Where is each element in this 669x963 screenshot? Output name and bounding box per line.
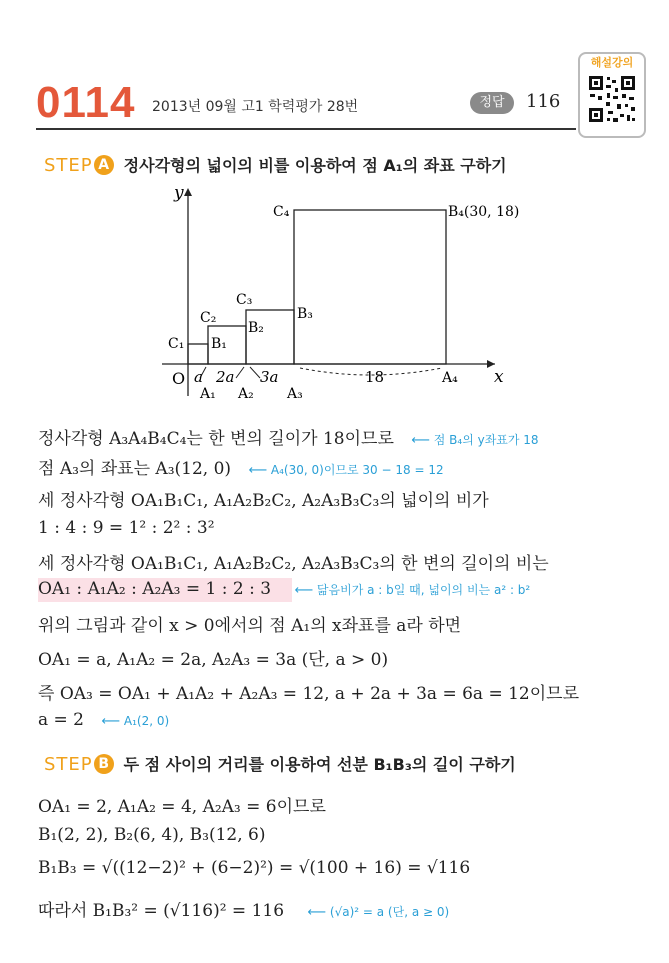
segment-arrow [250, 367, 260, 378]
note: ⟵ 점 B₄의 y좌표가 18 [411, 433, 539, 448]
label-b4: B₄(30, 18) [448, 204, 520, 220]
square-4 [294, 210, 446, 364]
note: ⟵ (√a)² = a (단, a ≥ 0) [307, 905, 450, 920]
solution-line: 세 정사각형 OA₁B₁C₁, A₁A₂B₂C₂, A₂A₃B₃C₃의 한 변의 길이의 비는 [38, 554, 549, 574]
note-text: A₁(2, 0) [123, 714, 170, 728]
note-text: 닮음비가 a : b일 때, 넓이의 비는 a² : b² [316, 583, 531, 597]
answer-badge: 정답 [470, 92, 514, 114]
label-c1: C₁ [168, 336, 185, 352]
y-axis-arrow-icon [184, 188, 192, 196]
answer-value: 116 [526, 91, 561, 112]
problem-number: 0114 [36, 78, 136, 127]
label-b2: B₂ [248, 320, 264, 336]
segment-label-18: 18 [365, 368, 385, 386]
solution-line: 1 : 4 : 9 = 1² : 2² : 3² [38, 518, 215, 538]
solution-line: B₁B₃ = √((12−2)² + (6−2)²) = √(100 + 16) = √116 [38, 858, 471, 878]
label-a1: A₁ [200, 386, 216, 402]
y-axis-label: y [174, 186, 184, 203]
solution-text: 점 A₃의 좌표는 A₃(12, 0) [38, 459, 232, 479]
label-b1: B₁ [211, 336, 227, 352]
square-3 [246, 310, 294, 364]
solution-text: 따라서 B₁B₃² = (√116)² = 116 [38, 901, 285, 921]
segment-label-3a: 3a [260, 368, 279, 386]
step-letter-badge: B [94, 754, 114, 774]
note-text: 점 B₄의 y좌표가 18 [433, 433, 539, 447]
squares-figure [150, 186, 520, 408]
step-a-heading [44, 153, 507, 176]
label-c4: C₄ [273, 204, 290, 220]
solution-text: a = 2 [38, 710, 85, 730]
solution-line [38, 454, 444, 479]
header-divider [36, 128, 576, 130]
segment-label-2a: 2a [216, 368, 235, 386]
note: ⟵ 닮음비가 a : b일 때, 넓이의 비는 a² : b² [294, 583, 531, 598]
note: ⟵ A₁(2, 0) [101, 714, 170, 729]
step-b-heading [44, 752, 516, 775]
step-title: 두 점 사이의 거리를 이용하여 선분 B₁B₃의 길이 구하기 [123, 755, 516, 774]
step-word: STEP [44, 754, 93, 775]
label-a3: A₃ [287, 386, 303, 402]
square-1 [188, 344, 208, 364]
solution-line: 즉 OA₃ = OA₁ + A₁A₂ + A₂A₃ = 12, a + 2a + 3a = 6a = 12이므로 [38, 684, 579, 704]
segment-label-a: a [194, 368, 203, 386]
solution-line: OA₁ = 2, A₁A₂ = 4, A₂A₃ = 6이므로 [38, 797, 326, 817]
solution-line: OA₁ = a, A₁A₂ = 2a, A₂A₃ = 3a (단, a > 0) [38, 650, 389, 670]
step-letter-badge: A [94, 155, 114, 175]
label-c2: C₂ [200, 310, 217, 326]
solution-line [38, 896, 449, 921]
origin-label: O [172, 369, 186, 388]
label-a2: A₂ [238, 386, 254, 402]
qr-label: 해설강의 [590, 56, 634, 69]
problem-source: 2013년 09월 고1 학력평가 28번 [152, 99, 359, 115]
solution-text: OA₁ : A₁A₂ : A₂A₃ = 1 : 2 : 3 [38, 579, 272, 599]
label-b3: B₃ [297, 306, 313, 322]
solution-line: 세 정사각형 OA₁B₁C₁, A₁A₂B₂C₂, A₂A₃B₃C₃의 넓이의 비가 [38, 491, 489, 511]
segment-arrow [236, 367, 244, 378]
solution-line [38, 579, 530, 599]
note: ⟵ A₄(30, 0)이므로 30 − 18 = 12 [248, 463, 444, 478]
note-text: A₄(30, 0)이므로 30 − 18 = 12 [270, 463, 444, 477]
solution-line [38, 424, 539, 449]
note-text: (√a)² = a (단, a ≥ 0) [329, 905, 450, 919]
step-word: STEP [44, 155, 93, 176]
qr-code-icon[interactable] [587, 74, 637, 124]
solution-line: B₁(2, 2), B₂(6, 4), B₃(12, 6) [38, 825, 266, 845]
solution-line: 위의 그림과 같이 x > 0에서의 점 A₁의 x좌표를 a라 하면 [38, 616, 462, 636]
x-axis-label: x [494, 367, 504, 387]
step-title: 정사각형의 넓이의 비를 이용하여 점 A₁의 좌표 구하기 [123, 156, 507, 175]
solution-text: 정사각형 A₃A₄B₄C₄는 한 변의 길이가 18이므로 [38, 429, 394, 449]
solution-line [38, 710, 169, 730]
label-a4: A₄ [442, 370, 458, 386]
label-c3: C₃ [236, 292, 253, 308]
